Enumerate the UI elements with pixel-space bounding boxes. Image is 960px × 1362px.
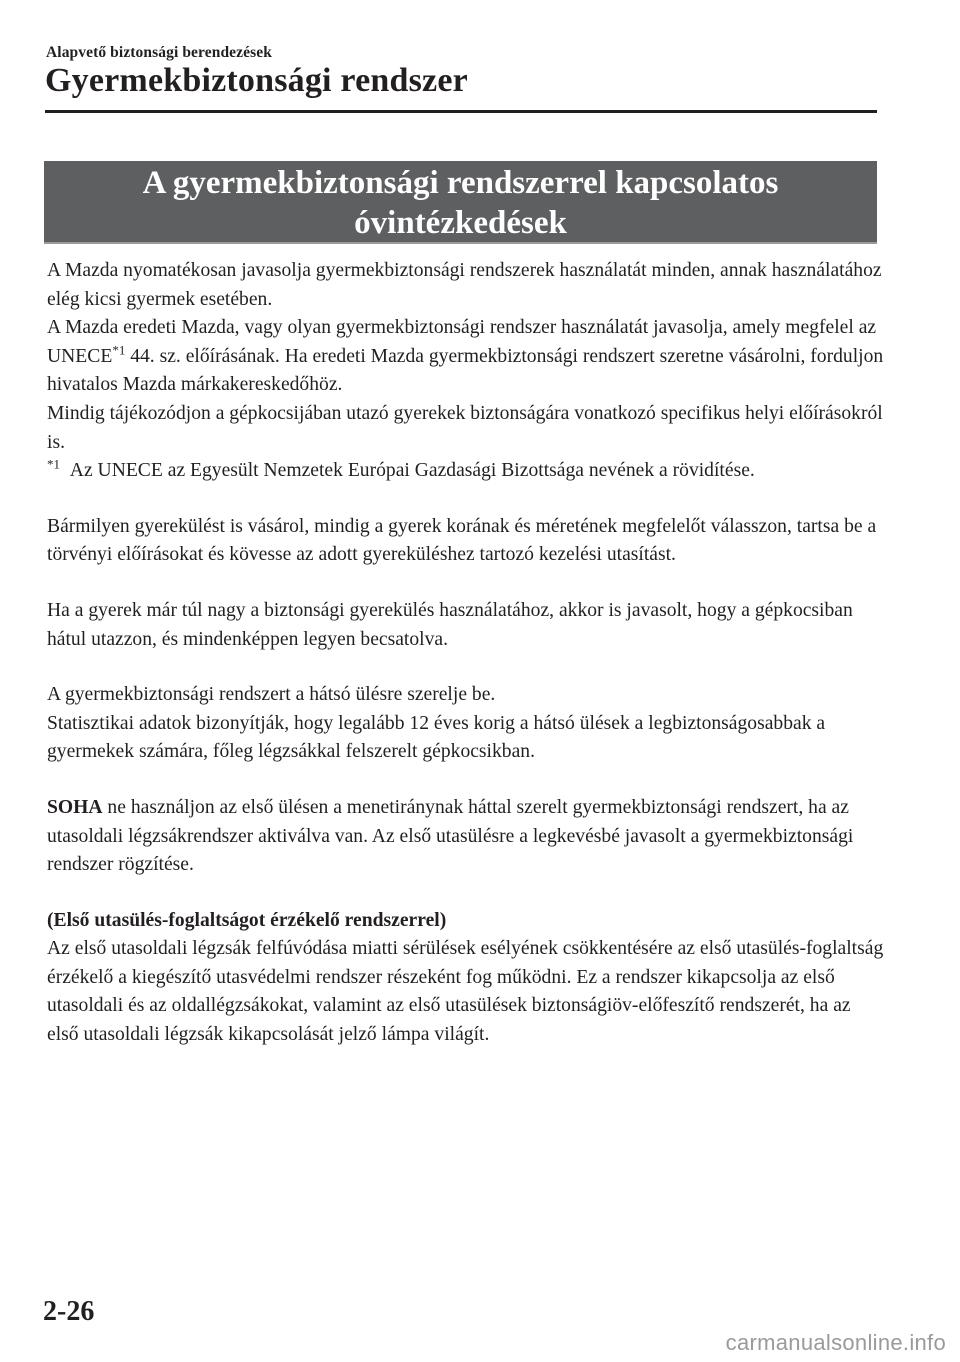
title-divider [45, 110, 877, 113]
section-title-banner [44, 161, 877, 244]
paragraph-choose-seat: Bármilyen gyerekülést is vásárol, mindig a gyerek korának és méretének megfelelőt válasszon, tartsa be a törvényi előírásokat és kövesse az adott gyereküléshez tartozó kezelési utasítást. [47, 515, 877, 566]
paragraph-occupant-sensor: Az első utasoldali légzsák felfúvódása miatti sérülések esélyének csökkentésére az első utasülés-foglaltság érzékelő a kiegészítő utasvédelmi rendszer részeként fog működni. Ez a rendszer kikapcsolja az első utasoldali és az oldallégzsákokat, valamint az első utasülések biztonságiöv-előfeszítő rendszerét, ha az első utasoldali légzsák kikapcsolását jelző lámpa világít. [47, 938, 884, 1046]
footnote-text: Az UNECE az Egyesült Nemzetek Európai Gazdasági Bizottsága nevének a rövidítése. [69, 460, 755, 482]
paragraph-rear-seat: A gyermekbiztonsági rendszert a hátsó ülésre szerelje be. [47, 684, 496, 706]
paragraph-statistics: Statisztikai adatok bizonyítják, hogy legalább 12 éves korig a hátsó ülések a legbiztonságosabbak a gyermekek számára, főleg légzsákkal felszerelt gépkocsikban. [47, 712, 826, 763]
footnote-reference: *1 [112, 342, 126, 358]
page-number: 2-26 [43, 1296, 95, 1327]
watermark: carmanualsonline.info [725, 1330, 946, 1355]
body-text [47, 257, 887, 1050]
paragraph-recommendation: A Mazda nyomatékosan javasolja gyermekbiztonsági rendszerek használatát minden, annak használatához elég kicsi gyermek esetében. [47, 260, 882, 310]
chapter-title: Gyermekbiztonsági rendszer [45, 62, 468, 99]
paragraph-local-rules: Mindig tájékozódjon a gépkocsijában utazó gyerekek biztonságára vonatkozó specifikus helyi előírásokról is. [47, 402, 883, 453]
paragraph-unece-end: 44. sz. előírásának. Ha eredeti Mazda gyermekbiztonsági rendszert szeretne vásárolni, forduljon hivatalos Mazda márkakereskedőhöz. [47, 345, 884, 396]
paragraph-unece-start: A Mazda eredeti Mazda, vagy olyan gyermekbiztonsági rendszer használatát javasolja, amely megfelel az UNECE [47, 317, 877, 367]
paragraph-never-warning [47, 794, 887, 880]
footnote-mark: *1 [47, 456, 60, 472]
footnote [47, 457, 887, 486]
breadcrumb: Alapvető biztonsági berendezések [46, 44, 272, 61]
warning-keyword: SOHA [47, 796, 103, 818]
section-title-line-1: A gyermekbiztonsági rendszerrel kapcsolatos [142, 165, 779, 201]
subheading-text: (Első utasülés-foglaltságot érzékelő rendszerrel) [47, 909, 447, 931]
warning-text: ne használjon az első ülésen a menetiránynak háttal szerelt gyermekbiztonsági rendszert, ha az utasoldali légzsákrendszer aktiválva van. Az első utasülésre a legkevésbé javasolt a gyermekbiztonsági rendszer rögzítése. [47, 796, 854, 876]
section-title-line-2: óvintézkedések [354, 205, 567, 241]
paragraph-unece [47, 314, 887, 400]
subheading-occupant-sensor [47, 907, 887, 936]
paragraph-older-child: Ha a gyerek már túl nagy a biztonsági gyerekülés használatához, akkor is javasolt, hogy a gépkocsiban hátul utazzon, és mindenképpen legyen becsatolva. [47, 599, 853, 650]
